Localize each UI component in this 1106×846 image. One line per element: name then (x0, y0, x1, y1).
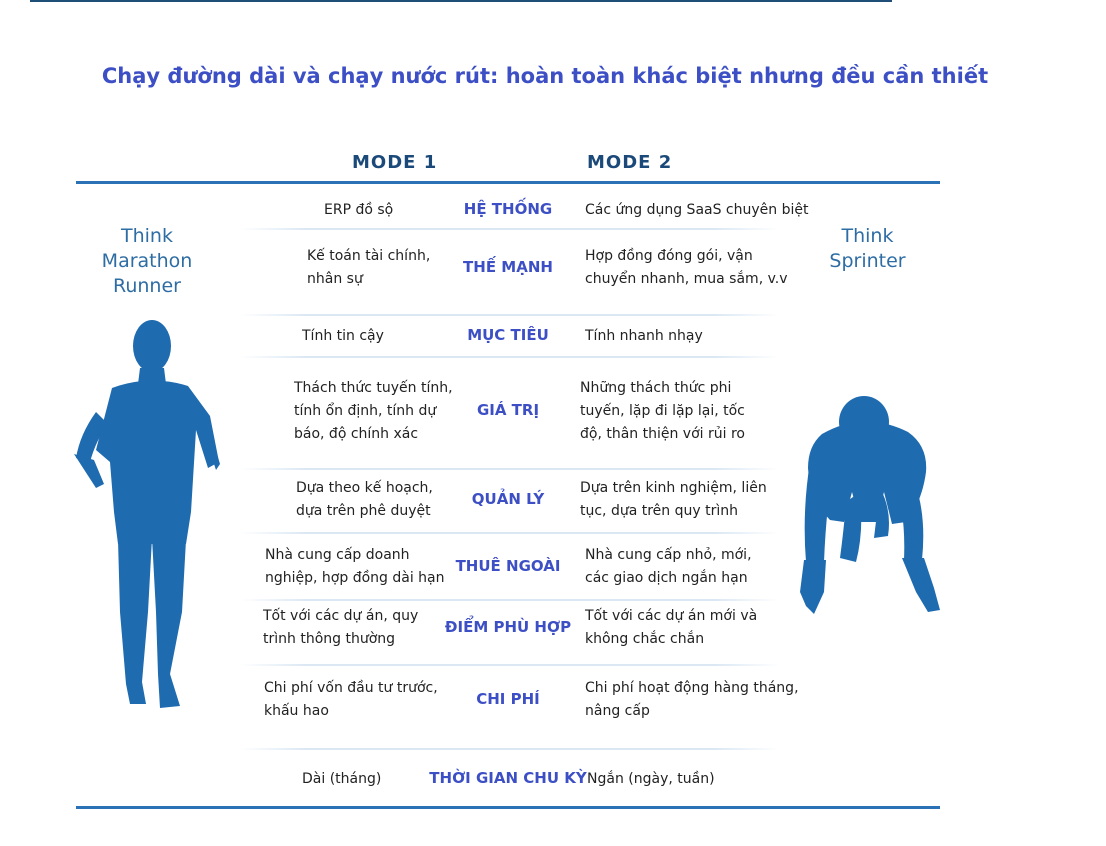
mode1-cell (265, 544, 445, 590)
marathon-label-line3: Runner (113, 275, 181, 297)
marathon-label-line1: Think (121, 225, 173, 247)
row-separator (240, 748, 780, 750)
mode2-cell-line: Dựa trên kinh nghiệm, liên (580, 480, 767, 496)
sprinter-label-line1: Think (841, 225, 894, 247)
row-separator (240, 664, 780, 666)
row-separator (240, 356, 780, 358)
mode2-cell-line: các giao dịch ngắn hạn (585, 570, 748, 586)
sprinter-label (810, 224, 925, 274)
mode2-cell-line: không chắc chắn (585, 631, 705, 647)
mode1-cell-line: Kế toán tài chính, (307, 248, 431, 264)
mode1-cell-line: dựa trên phê duyệt (296, 503, 431, 519)
row-category: CHI PHÍ (476, 690, 540, 708)
mode2-cell-line: tuyến, lặp đi lặp lại, tốc (580, 402, 745, 419)
mode2-cell-line: Hợp đồng đóng gói, vận (585, 248, 753, 264)
mode2-cell (587, 768, 715, 791)
mode2-cell-line: nâng cấp (585, 703, 650, 719)
mode1-cell-line: Tính tin cậy (302, 327, 384, 344)
row-category: ĐIỂM PHÙ HỢP (444, 618, 572, 636)
mode1-cell-line: Chi phí vốn đầu tư trước, (264, 680, 438, 696)
sprinter-label-line2: Sprinter (829, 250, 906, 272)
mode1-cell-line: Thách thức tuyến tính, (294, 379, 453, 396)
marathon-runner-icon (70, 312, 230, 717)
mode2-cell-line: Những thách thức phi (580, 379, 732, 396)
mode1-cell (263, 605, 418, 651)
mode1-cell (294, 377, 453, 446)
mode2-cell (585, 605, 757, 651)
mode2-cell (585, 325, 703, 348)
sprinter-icon (796, 392, 946, 617)
mode2-cell (580, 377, 745, 446)
row-category: GIÁ TRỊ (476, 401, 540, 419)
mode1-cell-line: khấu hao (264, 703, 329, 719)
mode2-cell (585, 199, 808, 222)
mode2-cell (585, 245, 788, 291)
row-separator (240, 314, 780, 316)
mode1-cell (302, 768, 381, 791)
mode1-cell (307, 245, 430, 291)
mode1-cell (302, 325, 384, 348)
mode1-cell-line: Tốt với các dự án, quy (263, 608, 419, 624)
mode1-cell-line: trình thông thường (263, 631, 396, 647)
marathon-label-line2: Marathon (101, 250, 193, 272)
row-category: HỆ THỐNG (463, 200, 553, 218)
row-separator (240, 599, 780, 601)
mode1-cell-line: tính ổn định, tính dự (294, 402, 437, 419)
mode2-cell-line: Chi phí hoạt động hàng tháng, (585, 680, 799, 696)
row-category: THẾ MẠNH (463, 258, 553, 276)
row-separator (240, 532, 780, 534)
mode1-cell-line: nhân sự (307, 271, 363, 287)
marathon-runner-label (82, 224, 212, 299)
row-category: THỜI GIAN CHU KỲ (429, 769, 587, 787)
mode1-cell (264, 677, 438, 723)
mode1-cell-line: báo, độ chính xác (294, 425, 419, 442)
row-separator (240, 228, 780, 230)
mode-2-header: MODE 2 (587, 152, 673, 173)
row-category: QUẢN LÝ (471, 490, 545, 508)
mode1-cell (296, 477, 433, 523)
mode2-cell-line: Tốt với các dự án mới và (585, 608, 758, 624)
mode2-cell (580, 477, 767, 523)
mode1-cell-line: nghiệp, hợp đồng dài hạn (265, 570, 445, 586)
mode1-cell-line: Dài (tháng) (302, 770, 382, 787)
mode1-cell-line: Nhà cung cấp doanh (265, 547, 410, 563)
mode1-cell-line: Dựa theo kế hoạch, (296, 480, 433, 496)
mode2-cell-line: tục, dựa trên quy trình (580, 503, 738, 519)
row-category: THUÊ NGOÀI (455, 557, 561, 575)
row-separator (240, 468, 780, 470)
mode2-cell-line: Nhà cung cấp nhỏ, mới, (585, 547, 752, 563)
mode-1-header: MODE 1 (352, 152, 438, 173)
mode2-cell-line: độ, thân thiện với rủi ro (580, 425, 745, 442)
mode2-cell (585, 677, 799, 723)
header-rule (76, 181, 940, 184)
footer-rule (76, 806, 940, 809)
mode2-cell-line: Tính nhanh nhạy (585, 327, 703, 344)
top-rule (30, 0, 892, 2)
mode2-cell-line: chuyển nhanh, mua sắm, v.v (585, 271, 788, 287)
mode2-cell (585, 544, 752, 590)
mode1-cell-line: ERP đồ sộ (324, 201, 394, 218)
row-category: MỤC TIÊU (467, 326, 549, 344)
page-title: Chạy đường dài và chạy nước rút: hoàn toàn khác biệt nhưng đều cần thiết (101, 64, 989, 88)
mode2-cell-line: Các ứng dụng SaaS chuyên biệt (585, 201, 809, 218)
mode2-cell-line: Ngắn (ngày, tuần) (587, 770, 715, 787)
mode1-cell (324, 199, 393, 222)
